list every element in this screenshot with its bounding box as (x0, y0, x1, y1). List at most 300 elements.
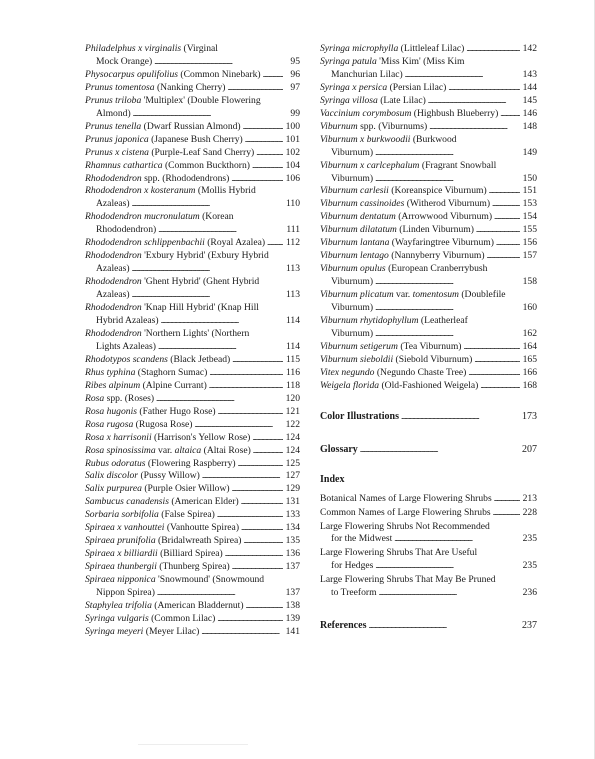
scientific-name: Philadelphus x virginalis (85, 43, 182, 54)
page-number: 139 (285, 612, 300, 624)
entry-continuation: Viburnum) (331, 302, 374, 314)
entry-text (320, 289, 506, 302)
entry-continuation: Rhododendron) (96, 224, 157, 236)
scientific-name: Rosa hugonis (85, 405, 137, 417)
page-number: 125 (285, 457, 300, 469)
page-number: 235 (522, 533, 537, 545)
common-name: (Siebold Viburnum) (395, 353, 473, 365)
entry-text (85, 250, 269, 263)
leader-dots (480, 380, 520, 393)
leader-dots (246, 600, 283, 613)
leader-dots (243, 121, 283, 134)
scientific-name: Syringa x persica (320, 81, 388, 93)
page-number: 102 (285, 146, 300, 158)
common-name: (Harrison's Yellow Rose) (154, 431, 251, 443)
entry-text (85, 367, 207, 380)
page-number: 124 (285, 431, 300, 443)
toc-entry[interactable] (320, 507, 537, 520)
toc-entry[interactable] (85, 121, 300, 134)
scientific-name: Rhamnus cathartica (85, 159, 163, 171)
leader-dots (194, 419, 283, 432)
entry-text (85, 470, 200, 483)
entry-continuation: Manchurian Lilac) (331, 68, 403, 80)
scientific-name: Rhododendron x kosteranum (85, 185, 196, 197)
toc-entry[interactable] (85, 509, 300, 522)
page-number: 138 (285, 599, 300, 611)
page-number: 237 (522, 620, 537, 632)
page-number: 111 (286, 224, 300, 236)
toc-entry[interactable] (85, 69, 300, 82)
entry-continuation: for the Midwest (331, 533, 393, 545)
common-name: (Wayfaringtree Viburnum) (391, 237, 494, 249)
common-name: (Meyer Lilac) (145, 625, 200, 637)
scientific-name: Viburnum dentatum (320, 211, 396, 223)
index-entries (320, 493, 537, 601)
page-number: 235 (522, 560, 537, 572)
toc-entry[interactable] (85, 367, 300, 380)
toc-entry[interactable] (320, 315, 537, 341)
entry-text (85, 522, 239, 535)
entry-text (85, 496, 239, 509)
toc-entry[interactable] (320, 108, 537, 121)
toc-entry[interactable] (85, 574, 300, 600)
scientific-name: Rosa spinosissima var. altaica (85, 444, 202, 456)
toc-entry[interactable] (85, 548, 300, 561)
toc-entry[interactable] (85, 82, 300, 95)
toc-entry[interactable] (85, 613, 300, 626)
common-name: (Nanking Cherry) (156, 81, 226, 93)
scientific-name: Viburnum spp. (320, 120, 376, 132)
toc-entry[interactable] (85, 380, 300, 393)
toc-entry[interactable] (320, 237, 537, 250)
toc-entry[interactable] (320, 341, 537, 354)
leader-dots (252, 160, 283, 173)
toc-entry[interactable] (85, 302, 300, 328)
leader-dots (245, 134, 283, 147)
common-name: (European Cranberrybush (388, 263, 488, 275)
scientific-name: Viburnum x carlcephalum (320, 159, 420, 171)
leader-dots (161, 315, 283, 328)
common-name: (Staghorn Sumac) (137, 366, 208, 378)
leader-dots (157, 587, 283, 600)
scientific-name: Prunus x cistena (85, 146, 149, 158)
toc-entry[interactable] (320, 82, 537, 95)
toc-entry[interactable] (85, 432, 300, 445)
entry-text (85, 211, 234, 224)
leader-dots (489, 185, 520, 198)
page-number: 157 (522, 250, 537, 262)
toc-entry[interactable] (320, 121, 537, 134)
common-name: (Common Ninebark) (180, 68, 261, 80)
entry-text (85, 600, 244, 613)
page-number: 112 (285, 237, 300, 249)
toc-entry[interactable] (320, 95, 537, 108)
toc-entry[interactable] (320, 380, 537, 393)
leader-dots (158, 224, 283, 237)
toc-entry[interactable] (320, 574, 537, 600)
entry-text (85, 432, 250, 445)
common-name: (Leatherleaf (420, 315, 468, 327)
section-label: References (320, 620, 367, 632)
entry-text (85, 43, 218, 56)
toc-entry[interactable] (85, 626, 300, 639)
toc-section-color-illustrations[interactable] (320, 411, 537, 424)
section-label: Color Illustrations (320, 410, 399, 422)
common-name: (Roses) (124, 392, 155, 404)
scientific-name: Prunus tomentosa (85, 81, 155, 93)
page-number: 135 (285, 535, 300, 547)
toc-entry[interactable] (85, 354, 300, 367)
entry-text (320, 341, 462, 354)
scientific-name: Syringa patula (320, 55, 377, 67)
entry-text (85, 121, 241, 134)
entry-text (320, 185, 487, 198)
leader-dots (209, 380, 283, 393)
toc-entry[interactable] (85, 600, 300, 613)
toc-entry[interactable] (320, 56, 537, 82)
entry-text (85, 548, 223, 561)
toc-entry[interactable] (320, 43, 537, 56)
page-number: 97 (290, 81, 300, 93)
toc-entry[interactable] (85, 458, 300, 471)
toc-entry[interactable] (85, 173, 300, 186)
leader-dots (267, 237, 283, 250)
scientific-name: Viburnum x burkwoodii (320, 133, 411, 145)
page-number: 106 (285, 172, 300, 184)
scientific-name: Ribes alpinum (85, 379, 141, 391)
scientific-name: Rhodotypos scandens (85, 353, 168, 365)
scientific-name: Rhododendron (85, 250, 142, 262)
scientific-name: Prunus tenella (85, 120, 142, 132)
leader-dots (225, 548, 283, 561)
toc-entry[interactable] (85, 160, 300, 173)
page-number: 146 (522, 107, 537, 119)
toc-entry[interactable] (320, 289, 537, 315)
leader-dots (132, 289, 283, 302)
leader-dots (375, 560, 520, 573)
common-name: (Billiard Spirea) (160, 548, 223, 560)
page-number: 153 (522, 198, 537, 210)
toc-right-column (320, 43, 537, 633)
common-name: (Linden Viburnum) (399, 224, 474, 236)
toc-entry[interactable] (85, 393, 300, 406)
entry-text (85, 483, 230, 496)
entry-continuation: Viburnum) (331, 276, 374, 288)
entry-text (85, 302, 259, 315)
page-number: 149 (522, 146, 537, 158)
common-name: 'Multiplex' (Double Flowering (143, 94, 261, 106)
entry-continuation: Viburnum) (331, 146, 374, 158)
common-name: (Royal Azalea) (207, 237, 266, 249)
leader-dots (401, 411, 520, 424)
entry-continuation: to Treeform (331, 587, 377, 599)
scientific-name: Rhododendron mucronulatum (85, 211, 200, 223)
scientific-name: Salix purpurea (85, 483, 142, 495)
page-number: 156 (522, 237, 537, 249)
scientific-name: Sambucus canadensis (85, 496, 169, 508)
common-name: 'Exbury Hybrid' (Exbury Hybrid (144, 250, 269, 262)
common-name: (Common Buckthorn) (164, 159, 250, 171)
entry-text (320, 237, 494, 250)
entry-label: Common Names of Large Flowering Shrubs (320, 506, 491, 518)
toc-entry[interactable] (320, 160, 537, 186)
scientific-name: Weigela florida (320, 379, 380, 391)
scientific-name: Rosa x harrisonii (85, 431, 152, 443)
entry-text (85, 406, 216, 419)
entry-text (85, 419, 192, 432)
scientific-name: Rosa spp. (85, 392, 123, 404)
page-number: 134 (285, 522, 300, 534)
bottom-rule (138, 744, 248, 745)
entry-text (85, 134, 243, 147)
page-number: 164 (522, 340, 537, 352)
toc-entry[interactable] (85, 406, 300, 419)
toc-entry[interactable] (320, 367, 537, 380)
common-name: (Fragrant Snowball (421, 159, 497, 171)
toc-entry[interactable] (320, 493, 537, 506)
toc-entry[interactable] (85, 211, 300, 237)
page-number: 131 (285, 496, 300, 508)
leader-dots (232, 561, 283, 574)
page-number: 213 (522, 492, 537, 504)
leader-dots (227, 82, 283, 95)
entry-continuation: Azaleas) (96, 289, 130, 301)
page-number: 207 (522, 443, 537, 455)
scientific-name: Vitex negundo (320, 366, 375, 378)
toc-entry[interactable] (320, 547, 537, 573)
common-name: (Japanese Bush Cherry) (151, 133, 243, 145)
page-number: 158 (522, 276, 537, 288)
page-number: 151 (522, 185, 537, 197)
leader-dots (496, 237, 520, 250)
toc-entry[interactable] (320, 263, 537, 289)
common-name: (Burkwood (412, 133, 457, 145)
page-number: 127 (285, 470, 300, 482)
leader-dots (252, 432, 283, 445)
page-number: 99 (290, 107, 300, 119)
entry-text (85, 147, 254, 160)
leader-dots (253, 445, 283, 458)
entry-text (320, 95, 426, 108)
page-number: 121 (285, 405, 300, 417)
toc-entry[interactable] (85, 237, 300, 250)
leader-dots (428, 95, 520, 108)
entry-text (85, 393, 154, 406)
leader-dots (466, 43, 520, 56)
entry-continuation: Viburnum) (331, 172, 374, 184)
entry-text (320, 250, 485, 263)
entry-text (85, 509, 215, 522)
scientific-name: Rhododendron spp. (85, 172, 160, 184)
page-number: 141 (285, 625, 300, 637)
entry-text (320, 263, 487, 276)
toc-entry[interactable] (320, 354, 537, 367)
toc-entry[interactable] (85, 522, 300, 535)
page-number: 143 (522, 68, 537, 80)
page-number: 104 (285, 159, 300, 171)
toc-entry[interactable] (85, 328, 300, 354)
common-name: (Old-Fashioned Weigela) (381, 379, 479, 391)
common-name: (Purple-Leaf Sand Cherry) (151, 146, 255, 158)
toc-entry[interactable] (85, 445, 300, 458)
scientific-name: Viburnum plicatum var. tomentosum (320, 289, 459, 301)
page-number: 162 (522, 327, 537, 339)
leader-dots (494, 211, 520, 224)
toc-entry[interactable] (85, 185, 300, 211)
scientific-name: Prunus japonica (85, 133, 149, 145)
toc-entry[interactable] (85, 419, 300, 432)
common-name: (Littleleaf Lilac) (400, 43, 465, 54)
toc-section-glossary[interactable] (320, 444, 537, 457)
entry-label: Botanical Names of Large Flowering Shrubs (320, 492, 492, 504)
entry-text (85, 574, 264, 587)
common-name: (Late Lilac) (380, 94, 426, 106)
page-number: 168 (522, 379, 537, 391)
page-number: 137 (285, 561, 300, 573)
leader-dots (256, 147, 283, 160)
page-number: 133 (285, 509, 300, 521)
toc-entry[interactable] (85, 483, 300, 496)
toc-entry[interactable] (320, 134, 537, 160)
toc-entry[interactable] (85, 250, 300, 276)
leader-dots (241, 522, 283, 535)
entry-text (85, 173, 229, 186)
common-name: (Black Jetbead) (170, 353, 231, 365)
scientific-name: Viburnum cassinoides (320, 198, 405, 210)
toc-entry[interactable] (85, 276, 300, 302)
leader-dots (379, 587, 520, 600)
entry-text (85, 613, 215, 626)
leader-dots (375, 173, 520, 186)
entry-text (85, 82, 225, 95)
common-name: (Arrowwood Viburnum) (398, 211, 493, 223)
entry-continuation: Almond) (96, 107, 131, 119)
leader-dots (241, 496, 283, 509)
toc-entry[interactable] (320, 250, 537, 263)
page-number: 120 (285, 392, 300, 404)
scientific-name: Viburnum rhytidophyllum (320, 315, 419, 327)
scientific-name: Spiraea x vanhouttei (85, 522, 165, 534)
entry-continuation: Lights Azaleas) (96, 340, 156, 352)
leader-dots (209, 367, 283, 380)
leader-dots (133, 108, 283, 121)
scientific-name: Spiraea prunifolia (85, 535, 156, 547)
common-name: (Rhododendrons) (162, 172, 230, 184)
leader-dots (217, 613, 283, 626)
page-number: 160 (522, 302, 537, 314)
entry-text (320, 315, 468, 328)
scientific-name: Viburnum setigerum (320, 340, 398, 352)
page-number: 173 (522, 410, 537, 422)
leader-dots (405, 69, 520, 82)
scientific-name: Sorbaria sorbifolia (85, 509, 159, 521)
page-number: 142 (522, 43, 537, 54)
entry-text (85, 535, 241, 548)
leader-dots (132, 263, 283, 276)
leader-dots (232, 483, 283, 496)
entry-text (85, 458, 236, 471)
scientific-name: Spiraea nipponica (85, 574, 156, 586)
common-name: (Altai Rose) (203, 444, 251, 456)
entry-continuation: Azaleas) (96, 263, 130, 275)
leader-dots (156, 393, 283, 406)
page-number: 144 (522, 81, 537, 93)
common-name: (Nannyberry Viburnum) (391, 250, 485, 262)
entry-text (320, 380, 478, 393)
common-name: (Flowering Raspberry) (147, 457, 236, 469)
common-name: 'Knap Hill Hybrid' (Knap Hill (144, 302, 259, 314)
scientific-name: Rosa rugosa (85, 418, 134, 430)
scientific-name: Salix discolor (85, 470, 139, 482)
entry-continuation: for Hedges (331, 560, 374, 572)
scientific-name: Viburnum lantana (320, 237, 390, 249)
toc-entry[interactable] (320, 521, 537, 547)
entry-text (320, 82, 446, 95)
toc-entry[interactable] (85, 496, 300, 509)
page-number: 96 (290, 68, 300, 80)
toc-entry[interactable] (85, 147, 300, 160)
leader-dots (218, 406, 283, 419)
leader-dots (231, 173, 283, 186)
common-name: 'Northern Lights' (Northern (144, 327, 250, 339)
page-number: 166 (522, 366, 537, 378)
scientific-name: Vaccinium corymbosum (320, 107, 412, 119)
common-name: (Bridalwreath Spirea) (158, 535, 242, 547)
scientific-name: Physocarpus opulifolius (85, 68, 179, 80)
leader-dots (238, 458, 283, 471)
common-name: (Pussy Willow) (140, 470, 200, 482)
common-name: (Virginal (183, 43, 218, 54)
toc-entry[interactable] (85, 134, 300, 147)
toc-entry[interactable] (85, 535, 300, 548)
page-number: 100 (285, 120, 300, 132)
common-name: 'Miss Kim' (Miss Kim (379, 55, 465, 67)
entry-continuation: Azaleas) (96, 198, 130, 210)
leader-dots (487, 250, 520, 263)
leader-dots (375, 276, 520, 289)
common-name: (Negundo Chaste Tree) (376, 366, 467, 378)
scientific-name: Syringa microphylla (320, 43, 399, 54)
page-number: 115 (285, 353, 300, 365)
toc-entry[interactable] (85, 561, 300, 574)
leader-dots (232, 354, 283, 367)
page-number: 110 (285, 198, 300, 210)
leader-dots (202, 470, 283, 483)
toc-entry[interactable] (85, 470, 300, 483)
leader-dots (394, 533, 520, 546)
common-name: (Father Hugo Rose) (139, 405, 216, 417)
toc-entry[interactable] (320, 185, 537, 198)
toc-entry[interactable] (85, 43, 300, 69)
scientific-name: Viburnum opulus (320, 263, 386, 275)
toc-entry[interactable] (320, 198, 537, 211)
leader-dots (474, 354, 520, 367)
right-entries (320, 43, 537, 393)
entry-text (320, 56, 464, 69)
leader-dots (476, 224, 520, 237)
page-number: 113 (285, 263, 300, 275)
entry-text (320, 354, 472, 367)
toc-section-references[interactable] (320, 620, 537, 633)
common-name: (Mollis Hybrid (197, 185, 256, 197)
toc-entry[interactable] (320, 211, 537, 224)
toc-entry[interactable] (85, 95, 300, 121)
scientific-name: Rhododendron (85, 327, 142, 339)
common-name: (Persian Lilac) (389, 81, 447, 93)
common-name: (Vanhoutte Spirea) (166, 522, 240, 534)
toc-entry[interactable] (320, 224, 537, 237)
leader-dots (360, 444, 520, 457)
